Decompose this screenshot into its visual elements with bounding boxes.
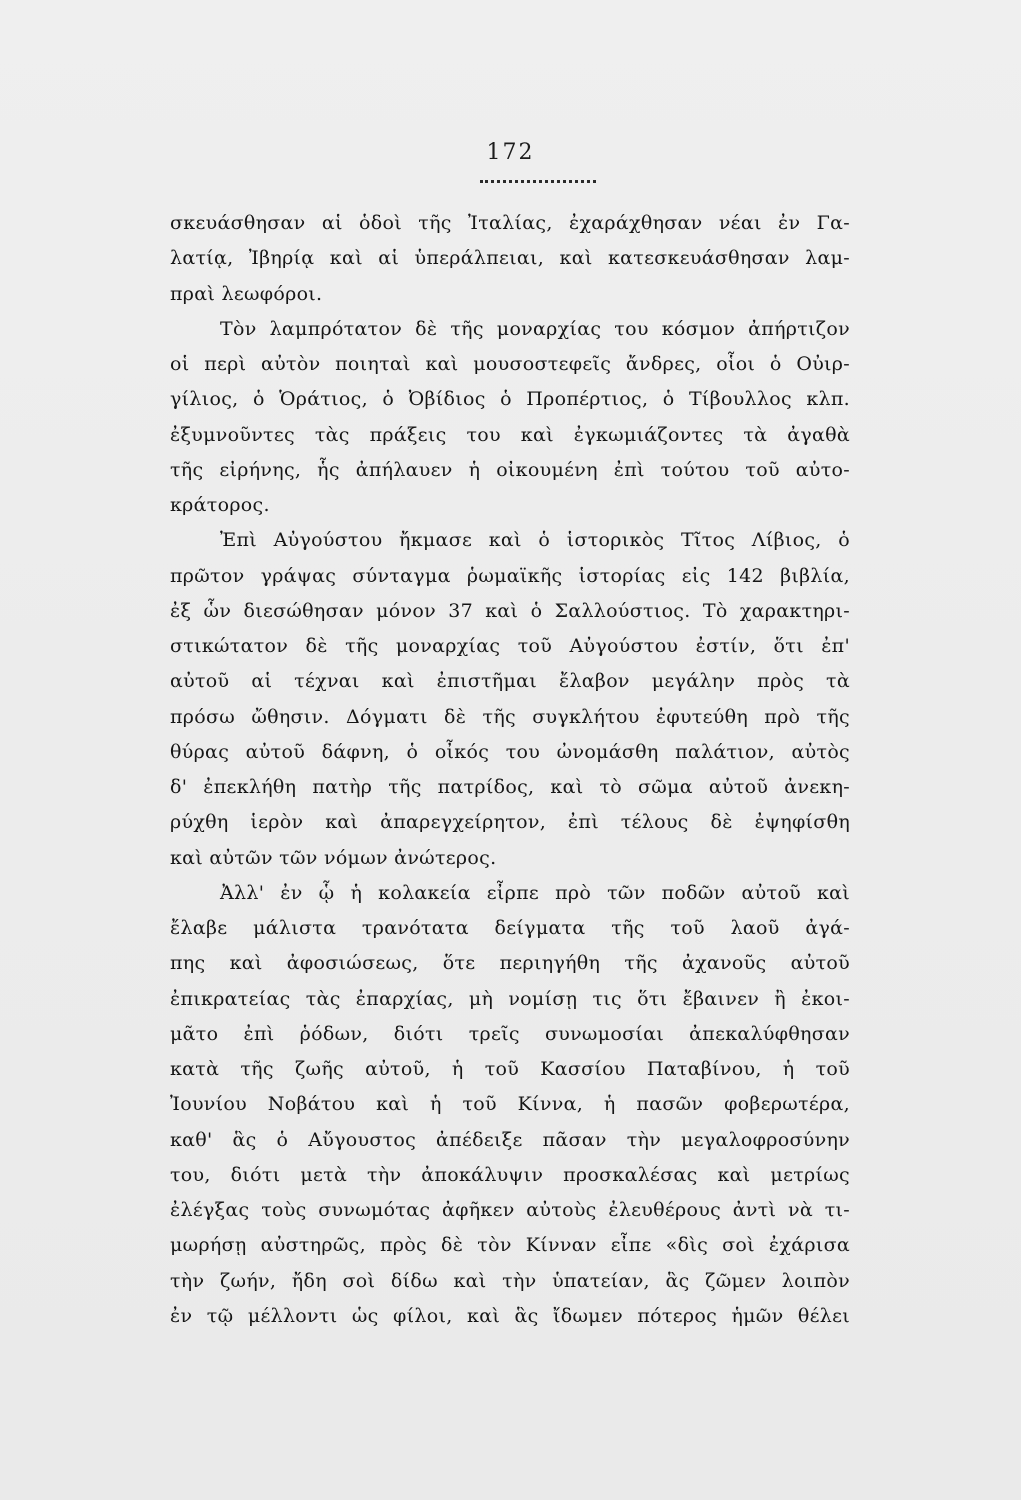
text-line: Ἰουνίου Νοβάτου καὶ ἡ τοῦ Κίννα, ἡ πασῶν φοβερωτέρα,	[170, 1093, 850, 1116]
text-line: ἐξ ὧν διεσώθησαν μόνον 37 καὶ ὁ Σαλλούστιος. Τὸ χαρακτηρι-	[170, 599, 850, 622]
text-line: μωρήσῃ αὐστηρῶς, πρὸς δὲ τὸν Κίνναν εἶπε «δὶς σοὶ ἐχάρισα	[170, 1234, 850, 1257]
text-line: στικώτατον δὲ τῆς μοναρχίας τοῦ Αὐγούστου ἐστίν, ὅτι ἐπ'	[170, 635, 850, 657]
text-line: καθ' ἃς ὁ Αὔγουστος ἀπέδειξε πᾶσαν τὴν μεγαλοφροσύνην	[170, 1128, 850, 1151]
text-line: τῆς εἰρήνης, ἧς ἀπήλαυεν ἡ οἰκουμένη ἐπὶ τούτου τοῦ αὐτο-	[170, 458, 850, 481]
body-text	[170, 206, 850, 1334]
text-line: Τὸν λαμπρότατον δὲ τῆς μοναρχίας του κόσμον ἀπήρτιζον	[220, 317, 850, 340]
text-line: τὴν ζωήν, ἤδη σοὶ δίδω καὶ τὴν ὑπατείαν, ἃς ζῶμεν λοιπὸν	[170, 1269, 850, 1292]
text-line: μᾶτο ἐπὶ ῥόδων, διότι τρεῖς συνωμοσίαι ἀπεκαλύφθησαν	[170, 1022, 850, 1045]
text-line: σκευάσθησαν αἱ ὁδοὶ τῆς Ἰταλίας, ἐχαράχθησαν νέαι ἐν Γα-	[170, 212, 850, 234]
text-line: πραὶ λεωφόροι.	[170, 282, 323, 305]
text-line: ἐπικρατείας τὰς ἐπαρχίας, μὴ νομίσῃ τις ὅτι ἔβαινεν ἢ ἐκοι-	[170, 987, 850, 1010]
text-line: Ἀλλ' ἐν ᾧ ἡ κολακεία εἶρπε πρὸ τῶν ποδῶν αὐτοῦ καὶ	[220, 881, 850, 904]
text-line: δ' ἐπεκλήθη πατὴρ τῆς πατρίδος, καὶ τὸ σῶμα αὐτοῦ ἀνεκη-	[170, 776, 850, 798]
text-line: κατὰ τῆς ζωῆς αὐτοῦ, ἡ τοῦ Κασσίου Παταβίνου, ἡ τοῦ	[170, 1058, 850, 1080]
text-line: κράτορος.	[170, 494, 270, 516]
text-line: αὐτοῦ αἱ τέχναι καὶ ἐπιστῆμαι ἔλαβον μεγάλην πρὸς τὰ	[170, 670, 850, 693]
paragraph	[170, 206, 850, 312]
text-line: πης καὶ ἀφοσιώσεως, ὅτε περιηγήθη τῆς ἀχανοῦς αὐτοῦ	[170, 952, 850, 975]
paragraph	[170, 312, 850, 524]
header-rule	[480, 180, 596, 183]
text-line: ἐλέγξας τοὺς συνωμότας ἀφῆκεν αὐτοὺς ἐλευθέρους ἀντὶ νὰ τι-	[170, 1199, 850, 1221]
text-line: ἐξυμνοῦντες τὰς πράξεις του καὶ ἐγκωμιάζοντες τὰ ἀγαθὰ	[170, 423, 850, 446]
text-line: θύρας αὐτοῦ δάφνη, ὁ οἶκός του ὠνομάσθη παλάτιον, αὐτὸς	[170, 740, 850, 763]
text-line: λατίᾳ, Ἰβηρίᾳ καὶ αἱ ὑπεράλπειαι, καὶ κατεσκευάσθησαν λαμ-	[170, 247, 850, 270]
text-line: ρύχθη ἱερὸν καὶ ἀπαρεγχείρητον, ἐπὶ τέλους δὲ ἐψηφίσθη	[170, 811, 850, 834]
text-line: ἐν τῷ μέλλοντι ὡς φίλοι, καὶ ἃς ἴδωμεν πότερος ἡμῶν θέλει	[170, 1304, 850, 1327]
text-line: του, διότι μετὰ τὴν ἀποκάλυψιν προσκαλέσας καὶ μετρίως	[170, 1163, 850, 1186]
text-line: καὶ αὐτῶν τῶν νόμων ἀνώτερος.	[170, 846, 497, 869]
paragraph	[170, 876, 850, 1334]
text-line: Ἐπὶ Αὐγούστου ἤκμασε καὶ ὁ ἱστορικὸς Τῖτος Λίβιος, ὁ	[220, 529, 850, 552]
text-line: γίλιος, ὁ Ὁράτιος, ὁ Ὀβίδιος ὁ Προπέρτιος, ὁ Τίβουλλος κλπ.	[170, 388, 850, 411]
text-line: πρῶτον γράψας σύνταγμα ῥωμαϊκῆς ἱστορίας εἰς 142 βιβλία,	[170, 564, 850, 587]
text-line: οἱ περὶ αὐτὸν ποιηταὶ καὶ μουσοστεφεῖς ἄνδρες, οἷοι ὁ Οὐιρ-	[170, 353, 850, 375]
text-line: ἔλαβε μάλιστα τρανότατα δείγματα τῆς τοῦ λαοῦ ἀγά-	[170, 917, 850, 939]
text-line: πρόσω ὤθησιν. Δόγματι δὲ τῆς συγκλήτου ἐφυτεύθη πρὸ τῆς	[170, 705, 850, 728]
page-number: 172	[486, 140, 535, 165]
paragraph	[170, 523, 850, 876]
